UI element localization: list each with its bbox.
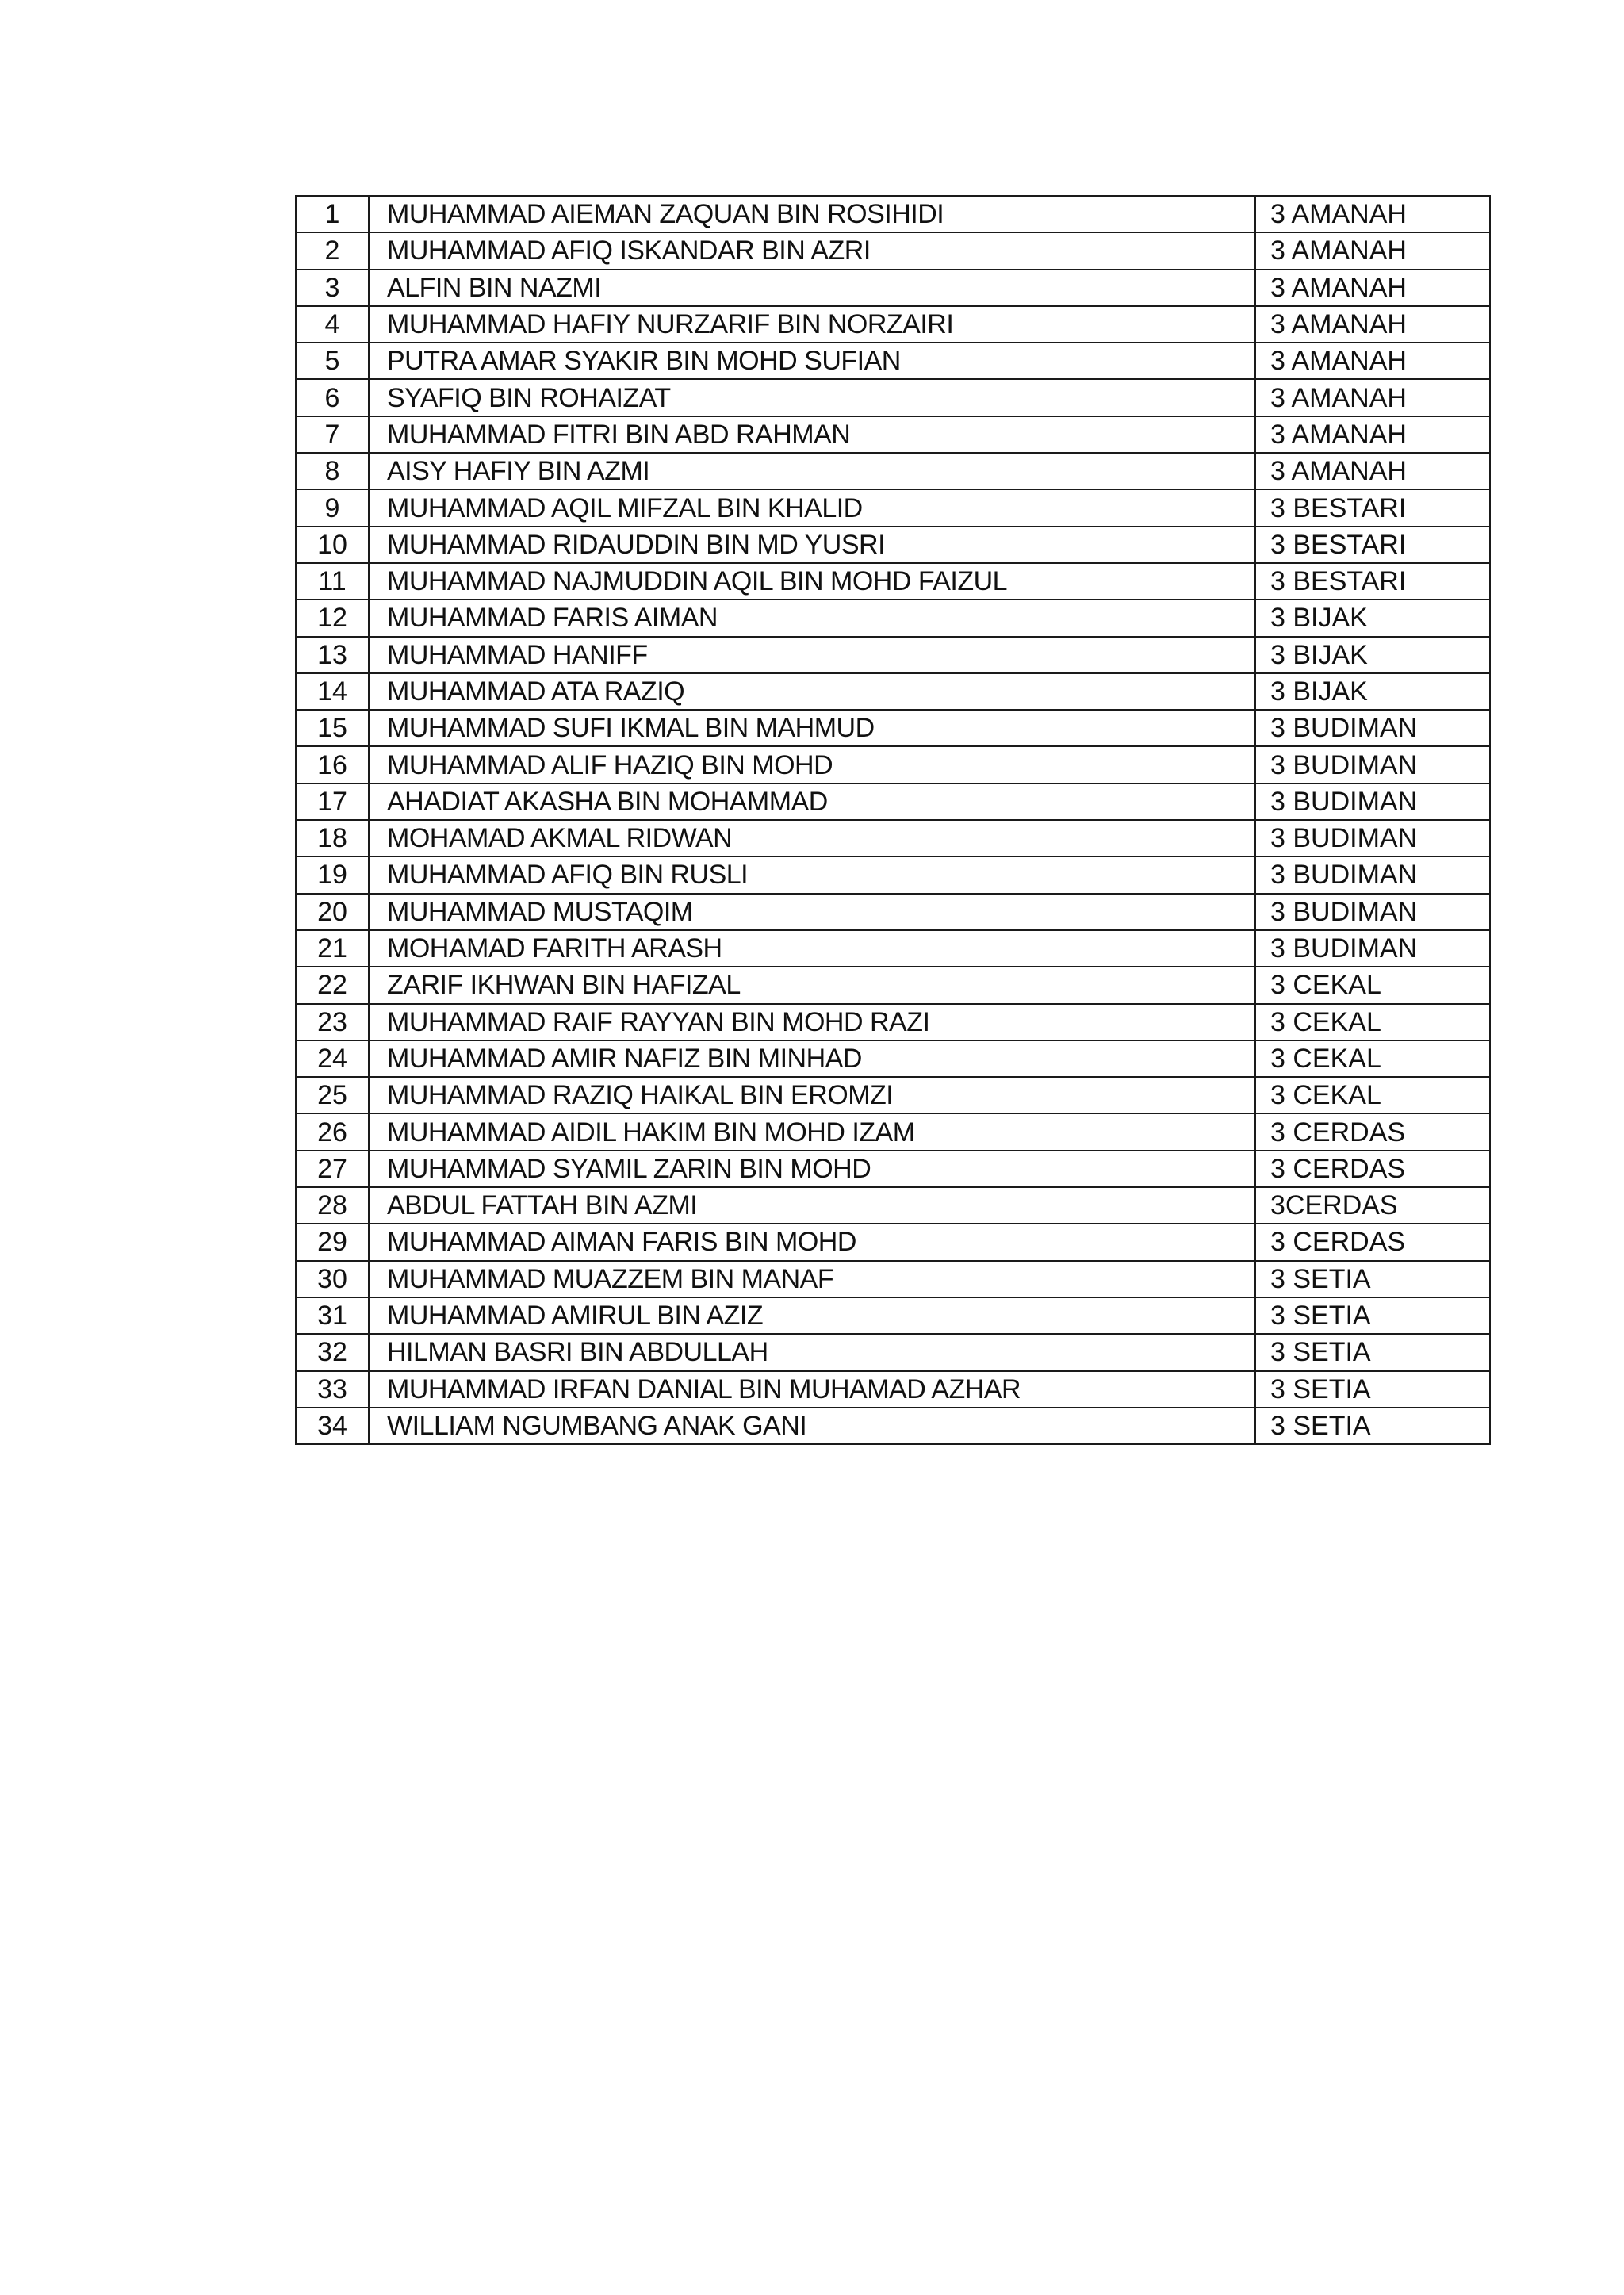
student-name: HILMAN BASRI BIN ABDULLAH [369, 1334, 1255, 1370]
table-row [296, 637, 1490, 673]
class-name: 3 BUDIMAN [1255, 930, 1490, 967]
student-name: PUTRA AMAR SYAKIR BIN MOHD SUFIAN [369, 343, 1255, 379]
class-name: 3 SETIA [1255, 1334, 1490, 1370]
table-row [296, 673, 1490, 710]
table-row [296, 306, 1490, 343]
row-number: 19 [296, 856, 369, 893]
class-name: 3 SETIA [1255, 1261, 1490, 1297]
student-name: MUHAMMAD SYAMIL ZARIN BIN MOHD [369, 1151, 1255, 1187]
student-name: MUHAMMAD RIDAUDDIN BIN MD YUSRI [369, 527, 1255, 563]
student-name: MOHAMAD AKMAL RIDWAN [369, 820, 1255, 856]
table-row [296, 600, 1490, 636]
row-number: 26 [296, 1113, 369, 1150]
row-number: 6 [296, 379, 369, 416]
student-name: MUHAMMAD MUAZZEM BIN MANAF [369, 1261, 1255, 1297]
class-name: 3 CEKAL [1255, 1077, 1490, 1113]
student-name: MUHAMMAD AIMAN FARIS BIN MOHD [369, 1224, 1255, 1260]
class-name: 3 SETIA [1255, 1297, 1490, 1334]
class-name: 3 BUDIMAN [1255, 856, 1490, 893]
row-number: 5 [296, 343, 369, 379]
class-name: 3 AMANAH [1255, 270, 1490, 306]
student-name: ZARIF IKHWAN BIN HAFIZAL [369, 967, 1255, 1003]
table-row [296, 343, 1490, 379]
row-number: 23 [296, 1004, 369, 1040]
student-name: MUHAMMAD AIEMAN ZAQUAN BIN ROSIHIDI [369, 196, 1255, 232]
student-name: MUHAMMAD ALIF HAZIQ BIN MOHD [369, 746, 1255, 783]
student-name: MUHAMMAD RAZIQ HAIKAL BIN EROMZI [369, 1077, 1255, 1113]
row-number: 4 [296, 306, 369, 343]
row-number: 25 [296, 1077, 369, 1113]
table-row [296, 1151, 1490, 1187]
row-number: 24 [296, 1040, 369, 1077]
student-name: MUHAMMAD FARIS AIMAN [369, 600, 1255, 636]
table-row [296, 379, 1490, 416]
class-name: 3 AMANAH [1255, 379, 1490, 416]
table-row [296, 1371, 1490, 1408]
row-number: 12 [296, 600, 369, 636]
row-number: 30 [296, 1261, 369, 1297]
class-name: 3 BUDIMAN [1255, 784, 1490, 820]
class-name: 3 SETIA [1255, 1408, 1490, 1444]
row-number: 2 [296, 232, 369, 269]
student-name: AISY HAFIY BIN AZMI [369, 453, 1255, 489]
student-name: MUHAMMAD HAFIY NURZARIF BIN NORZAIRI [369, 306, 1255, 343]
table-row [296, 1334, 1490, 1370]
student-name: MUHAMMAD IRFAN DANIAL BIN MUHAMAD AZHAR [369, 1371, 1255, 1408]
row-number: 14 [296, 673, 369, 710]
class-name: 3 SETIA [1255, 1371, 1490, 1408]
student-name: MOHAMAD FARITH ARASH [369, 930, 1255, 967]
table-row [296, 784, 1490, 820]
row-number: 15 [296, 710, 369, 746]
student-name: SYAFIQ BIN ROHAIZAT [369, 379, 1255, 416]
class-name: 3 BESTARI [1255, 489, 1490, 526]
row-number: 16 [296, 746, 369, 783]
table-row [296, 894, 1490, 930]
row-number: 9 [296, 489, 369, 526]
class-name: 3 BIJAK [1255, 637, 1490, 673]
class-name: 3 AMANAH [1255, 232, 1490, 269]
table-row [296, 856, 1490, 893]
table-row [296, 1187, 1490, 1224]
row-number: 27 [296, 1151, 369, 1187]
student-name: MUHAMMAD ATA RAZIQ [369, 673, 1255, 710]
student-name: MUHAMMAD AFIQ BIN RUSLI [369, 856, 1255, 893]
class-name: 3 AMANAH [1255, 343, 1490, 379]
table-row [296, 489, 1490, 526]
student-name: MUHAMMAD AFIQ ISKANDAR BIN AZRI [369, 232, 1255, 269]
row-number: 33 [296, 1371, 369, 1408]
row-number: 20 [296, 894, 369, 930]
table-row [296, 1040, 1490, 1077]
table-row [296, 453, 1490, 489]
table-row [296, 1004, 1490, 1040]
class-name: 3 CEKAL [1255, 1004, 1490, 1040]
student-name: AHADIAT AKASHA BIN MOHAMMAD [369, 784, 1255, 820]
table-row [296, 270, 1490, 306]
student-name: MUHAMMAD SUFI IKMAL BIN MAHMUD [369, 710, 1255, 746]
table-row [296, 1113, 1490, 1150]
student-name: MUHAMMAD AMIR NAFIZ BIN MINHAD [369, 1040, 1255, 1077]
row-number: 3 [296, 270, 369, 306]
table-row [296, 232, 1490, 269]
student-name: MUHAMMAD RAIF RAYYAN BIN MOHD RAZI [369, 1004, 1255, 1040]
table-row [296, 710, 1490, 746]
class-name: 3 BIJAK [1255, 600, 1490, 636]
row-number: 7 [296, 416, 369, 453]
student-name: MUHAMMAD MUSTAQIM [369, 894, 1255, 930]
class-name: 3 AMANAH [1255, 453, 1490, 489]
class-name: 3 CEKAL [1255, 1040, 1490, 1077]
class-name: 3 CERDAS [1255, 1113, 1490, 1150]
row-number: 1 [296, 196, 369, 232]
table-row [296, 1261, 1490, 1297]
row-number: 28 [296, 1187, 369, 1224]
class-name: 3 BIJAK [1255, 673, 1490, 710]
class-name: 3 AMANAH [1255, 306, 1490, 343]
class-name: 3 BESTARI [1255, 527, 1490, 563]
table-row [296, 967, 1490, 1003]
row-number: 29 [296, 1224, 369, 1260]
row-number: 21 [296, 930, 369, 967]
table-row [296, 527, 1490, 563]
student-name: MUHAMMAD NAJMUDDIN AQIL BIN MOHD FAIZUL [369, 563, 1255, 600]
table-row [296, 1408, 1490, 1444]
row-number: 11 [296, 563, 369, 600]
row-number: 8 [296, 453, 369, 489]
table-row [296, 930, 1490, 967]
table-row [296, 416, 1490, 453]
student-name: ABDUL FATTAH BIN AZMI [369, 1187, 1255, 1224]
table-row [296, 1224, 1490, 1260]
row-number: 17 [296, 784, 369, 820]
row-number: 22 [296, 967, 369, 1003]
row-number: 31 [296, 1297, 369, 1334]
class-name: 3 BUDIMAN [1255, 746, 1490, 783]
class-name: 3 BUDIMAN [1255, 894, 1490, 930]
class-name: 3 BUDIMAN [1255, 710, 1490, 746]
student-name: MUHAMMAD FITRI BIN ABD RAHMAN [369, 416, 1255, 453]
student-name: ALFIN BIN NAZMI [369, 270, 1255, 306]
table-row [296, 820, 1490, 856]
class-name: 3 CERDAS [1255, 1224, 1490, 1260]
class-name: 3 BUDIMAN [1255, 820, 1490, 856]
class-name: 3CERDAS [1255, 1187, 1490, 1224]
table-row [296, 1077, 1490, 1113]
student-list-body [296, 196, 1490, 1444]
row-number: 13 [296, 637, 369, 673]
student-name: WILLIAM NGUMBANG ANAK GANI [369, 1408, 1255, 1444]
student-name: MUHAMMAD HANIFF [369, 637, 1255, 673]
table-row [296, 1297, 1490, 1334]
student-name: MUHAMMAD AQIL MIFZAL BIN KHALID [369, 489, 1255, 526]
row-number: 34 [296, 1408, 369, 1444]
row-number: 10 [296, 527, 369, 563]
row-number: 32 [296, 1334, 369, 1370]
student-name: MUHAMMAD AMIRUL BIN AZIZ [369, 1297, 1255, 1334]
table-row [296, 563, 1490, 600]
class-name: 3 BESTARI [1255, 563, 1490, 600]
class-name: 3 CERDAS [1255, 1151, 1490, 1187]
table-row [296, 746, 1490, 783]
table-row [296, 196, 1490, 232]
class-name: 3 AMANAH [1255, 196, 1490, 232]
student-list-table [295, 195, 1491, 1445]
student-name: MUHAMMAD AIDIL HAKIM BIN MOHD IZAM [369, 1113, 1255, 1150]
row-number: 18 [296, 820, 369, 856]
class-name: 3 AMANAH [1255, 416, 1490, 453]
class-name: 3 CEKAL [1255, 967, 1490, 1003]
